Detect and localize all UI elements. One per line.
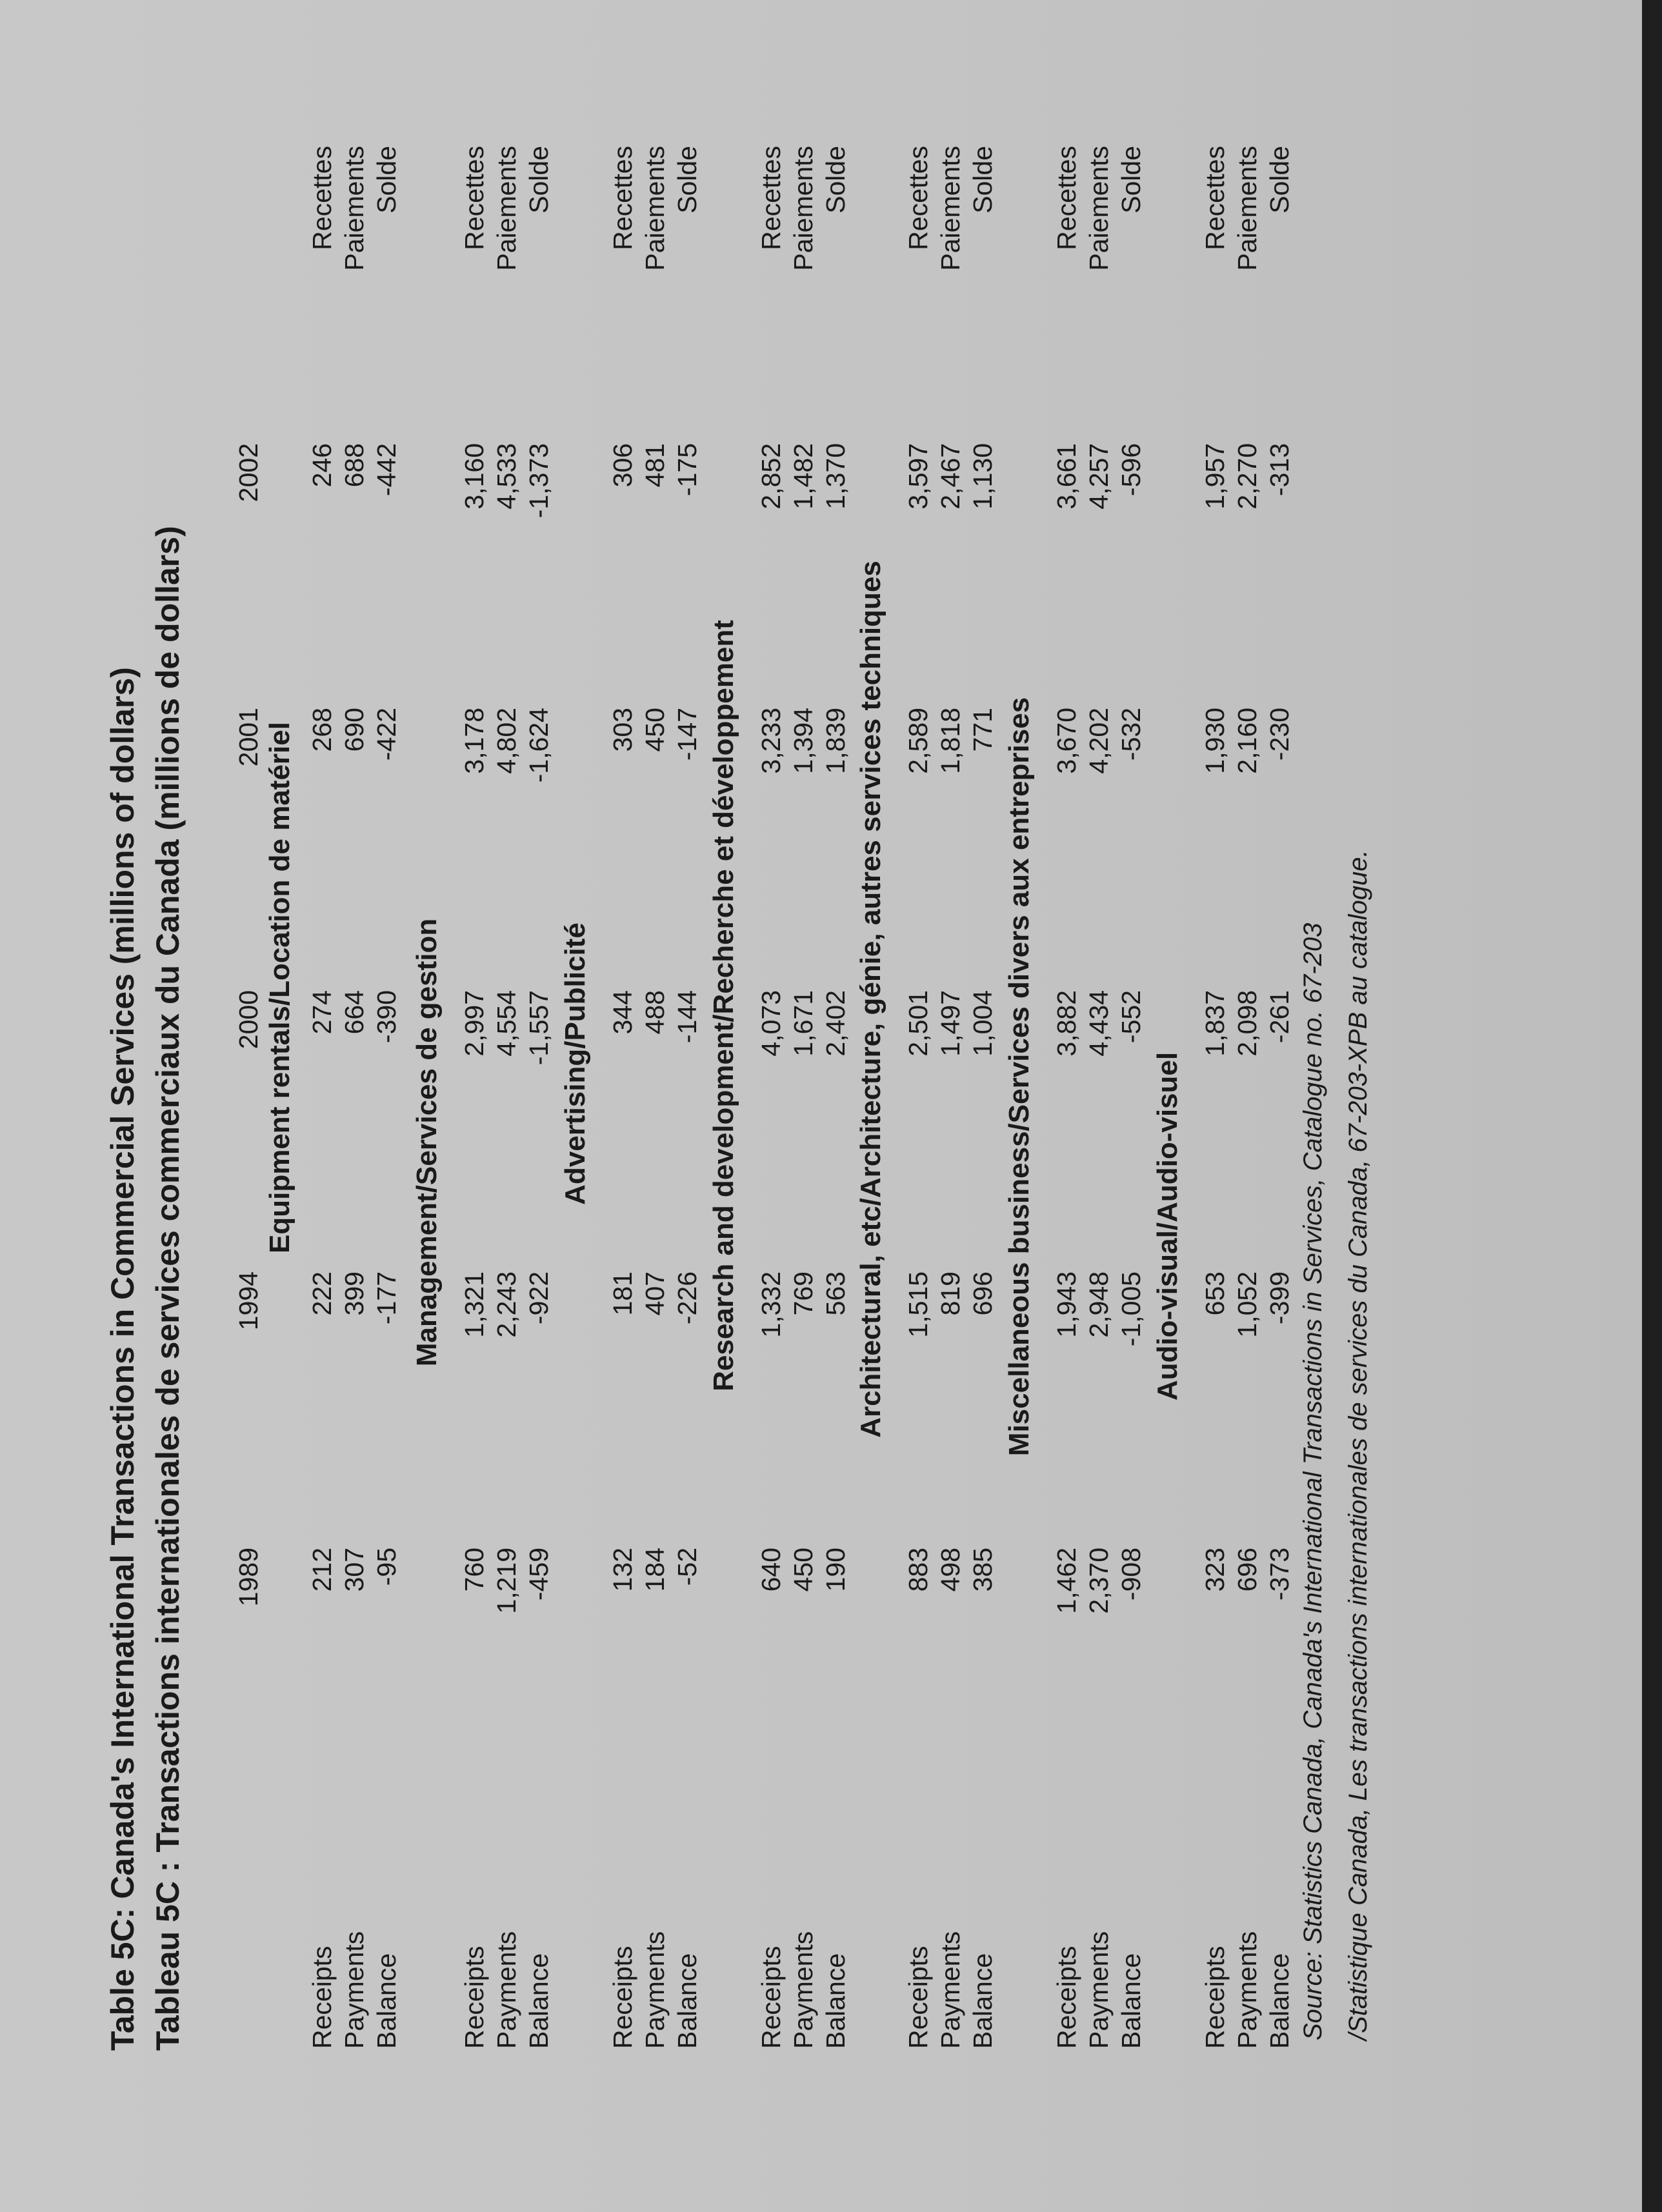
value-cell: 640 bbox=[756, 1548, 786, 1592]
value-cell: 307 bbox=[339, 1548, 369, 1592]
value-cell: 488 bbox=[640, 990, 670, 1035]
value-cell: 385 bbox=[968, 1548, 997, 1592]
value-cell: 4,202 bbox=[1084, 708, 1114, 774]
row-label-fr-paiements: Paiements bbox=[788, 146, 818, 271]
section-heading: Miscellaneous business/Services divers aux entreprises bbox=[1003, 697, 1035, 1457]
value-cell: 653 bbox=[1200, 1271, 1230, 1316]
value-cell: 4,554 bbox=[492, 990, 521, 1057]
value-cell: 819 bbox=[936, 1271, 965, 1316]
value-cell: -95 bbox=[372, 1548, 401, 1586]
value-cell: 498 bbox=[936, 1548, 965, 1592]
value-cell: 1,004 bbox=[968, 990, 997, 1057]
row-label-fr-paiements: Paiements bbox=[1084, 146, 1114, 271]
value-cell: -922 bbox=[524, 1271, 554, 1325]
row-label-balance: Balance bbox=[524, 1953, 554, 2049]
value-cell: -261 bbox=[1265, 990, 1294, 1044]
value-cell: 2,243 bbox=[492, 1271, 521, 1338]
row-label-payments: Payments bbox=[339, 1931, 369, 2049]
value-cell: -1,373 bbox=[524, 443, 554, 519]
table-title-fr: Tableau 5C : Transactions internationales de services commerciaux du Canada (millions de dollars) bbox=[150, 526, 186, 2051]
value-cell: 2,501 bbox=[903, 990, 933, 1057]
value-cell: -177 bbox=[372, 1271, 401, 1325]
row-label-fr-solde: Solde bbox=[1265, 146, 1294, 214]
section-heading: Audio-visual/Audio-visuel bbox=[1152, 1051, 1183, 1401]
value-cell: 696 bbox=[1232, 1548, 1262, 1592]
row-label-fr-paiements: Paiements bbox=[492, 146, 521, 271]
value-cell: 4,257 bbox=[1084, 443, 1114, 510]
row-label-fr-recettes: Recettes bbox=[1052, 146, 1081, 250]
row-label-fr-paiements: Paiements bbox=[339, 146, 369, 271]
year-header-2001: 2001 bbox=[234, 708, 263, 767]
row-label-fr-recettes: Recettes bbox=[903, 146, 933, 250]
value-cell: 1,219 bbox=[492, 1548, 521, 1614]
source-note-line2: /Statistique Canada, Les transactions internationales de services du Canada, 67-203-XPB au catalogue. bbox=[1344, 850, 1372, 2040]
value-cell: -313 bbox=[1265, 443, 1294, 497]
year-header-1989: 1989 bbox=[234, 1548, 263, 1607]
value-cell: -1,557 bbox=[524, 990, 554, 1066]
source-note-line1: Source: Statistics Canada, Canada's International Transactions in Services, Catalogue no. 67-203 bbox=[1299, 922, 1327, 2040]
value-cell: -908 bbox=[1116, 1548, 1146, 1601]
value-cell: 1,482 bbox=[788, 443, 818, 510]
value-cell: -373 bbox=[1265, 1548, 1294, 1601]
section-heading: Research and development/Recherche et développement bbox=[708, 620, 739, 1391]
row-label-fr-solde: Solde bbox=[672, 146, 702, 214]
value-cell: -147 bbox=[672, 708, 702, 761]
value-cell: 696 bbox=[968, 1271, 997, 1316]
year-header-1994: 1994 bbox=[234, 1271, 263, 1331]
value-cell: 303 bbox=[608, 708, 637, 752]
value-cell: 323 bbox=[1200, 1548, 1230, 1592]
row-label-balance: Balance bbox=[1116, 1953, 1146, 2049]
value-cell: 771 bbox=[968, 708, 997, 752]
value-cell: 181 bbox=[608, 1271, 637, 1316]
row-label-balance: Balance bbox=[672, 1953, 702, 2049]
value-cell: 2,948 bbox=[1084, 1271, 1114, 1338]
value-cell: -390 bbox=[372, 990, 401, 1044]
value-cell: 2,370 bbox=[1084, 1548, 1114, 1614]
value-cell: 1,052 bbox=[1232, 1271, 1262, 1338]
row-label-receipts: Receipts bbox=[756, 1946, 786, 2049]
value-cell: 4,073 bbox=[756, 990, 786, 1057]
value-cell: 563 bbox=[821, 1271, 850, 1316]
value-cell: 3,597 bbox=[903, 443, 933, 510]
row-label-fr-recettes: Recettes bbox=[756, 146, 786, 250]
row-label-payments: Payments bbox=[936, 1931, 965, 2049]
value-cell: 1,943 bbox=[1052, 1271, 1081, 1338]
row-label-fr-solde: Solde bbox=[821, 146, 850, 214]
value-cell: 1,515 bbox=[903, 1271, 933, 1338]
value-cell: 399 bbox=[339, 1271, 369, 1316]
value-cell: 190 bbox=[821, 1548, 850, 1592]
value-cell: 2,098 bbox=[1232, 990, 1262, 1057]
year-header-2000: 2000 bbox=[234, 990, 263, 1050]
row-label-fr-paiements: Paiements bbox=[1232, 146, 1262, 271]
value-cell: 450 bbox=[788, 1548, 818, 1592]
value-cell: 2,589 bbox=[903, 708, 933, 774]
section-heading: Management/Services de gestion bbox=[411, 918, 443, 1367]
value-cell: -399 bbox=[1265, 1271, 1294, 1325]
value-cell: -1,624 bbox=[524, 708, 554, 783]
value-cell: 1,671 bbox=[788, 990, 818, 1057]
row-label-receipts: Receipts bbox=[1052, 1946, 1081, 2049]
value-cell: -552 bbox=[1116, 990, 1146, 1044]
value-cell: 222 bbox=[307, 1271, 337, 1316]
row-label-fr-paiements: Paiements bbox=[936, 146, 965, 271]
row-label-balance: Balance bbox=[821, 1953, 850, 2049]
value-cell: 3,178 bbox=[459, 708, 489, 774]
value-cell: 2,270 bbox=[1232, 443, 1262, 510]
value-cell: 688 bbox=[339, 443, 369, 488]
row-label-fr-solde: Solde bbox=[968, 146, 997, 214]
row-label-balance: Balance bbox=[968, 1953, 997, 2049]
section-heading: Advertising/Publicité bbox=[559, 922, 591, 1205]
row-label-fr-solde: Solde bbox=[524, 146, 554, 214]
section-heading: Architectural, etc/Architecture, génie, autres services techniques bbox=[855, 561, 886, 1438]
row-label-payments: Payments bbox=[640, 1931, 670, 2049]
value-cell: 1,837 bbox=[1200, 990, 1230, 1057]
row-label-payments: Payments bbox=[1084, 1931, 1114, 2049]
value-cell: 274 bbox=[307, 990, 337, 1035]
value-cell: 184 bbox=[640, 1548, 670, 1592]
value-cell: 306 bbox=[608, 443, 637, 488]
value-cell: 1,818 bbox=[936, 708, 965, 774]
value-cell: 1,321 bbox=[459, 1271, 489, 1338]
section-heading: Equipment rentals/Location de matériel bbox=[264, 722, 295, 1253]
value-cell: 450 bbox=[640, 708, 670, 752]
value-cell: 1,394 bbox=[788, 708, 818, 774]
value-cell: 3,882 bbox=[1052, 990, 1081, 1057]
value-cell: 212 bbox=[307, 1548, 337, 1592]
value-cell: -175 bbox=[672, 443, 702, 497]
row-label-fr-paiements: Paiements bbox=[640, 146, 670, 271]
value-cell: 1,930 bbox=[1200, 708, 1230, 774]
value-cell: -226 bbox=[672, 1271, 702, 1325]
value-cell: 1,497 bbox=[936, 990, 965, 1057]
value-cell: 2,467 bbox=[936, 443, 965, 510]
value-cell: -532 bbox=[1116, 708, 1146, 761]
value-cell: 132 bbox=[608, 1548, 637, 1592]
row-label-receipts: Receipts bbox=[1200, 1946, 1230, 2049]
value-cell: 1,332 bbox=[756, 1271, 786, 1338]
value-cell: 883 bbox=[903, 1548, 933, 1592]
value-cell: -230 bbox=[1265, 708, 1294, 761]
value-cell: 3,160 bbox=[459, 443, 489, 510]
value-cell: 1,839 bbox=[821, 708, 850, 774]
value-cell: -422 bbox=[372, 708, 401, 761]
value-cell: 664 bbox=[339, 990, 369, 1035]
row-label-receipts: Receipts bbox=[608, 1946, 637, 2049]
row-label-payments: Payments bbox=[1232, 1931, 1262, 2049]
value-cell: 2,852 bbox=[756, 443, 786, 510]
row-label-fr-solde: Solde bbox=[372, 146, 401, 214]
value-cell: 481 bbox=[640, 443, 670, 488]
value-cell: 1,370 bbox=[821, 443, 850, 510]
row-label-payments: Payments bbox=[492, 1931, 521, 2049]
value-cell: -459 bbox=[524, 1548, 554, 1601]
value-cell: -52 bbox=[672, 1548, 702, 1586]
value-cell: 268 bbox=[307, 708, 337, 752]
value-cell: 2,160 bbox=[1232, 708, 1262, 774]
value-cell: 3,670 bbox=[1052, 708, 1081, 774]
row-label-fr-recettes: Recettes bbox=[608, 146, 637, 250]
value-cell: 246 bbox=[307, 443, 337, 488]
value-cell: -442 bbox=[372, 443, 401, 497]
table-title-en: Table 5C: Canada's International Transactions in Commercial Services (millions of dollars) bbox=[105, 667, 141, 2051]
row-label-fr-recettes: Recettes bbox=[1200, 146, 1230, 250]
value-cell: 2,402 bbox=[821, 990, 850, 1057]
value-cell: 4,802 bbox=[492, 708, 521, 774]
value-cell: 407 bbox=[640, 1271, 670, 1316]
value-cell: 3,661 bbox=[1052, 443, 1081, 510]
value-cell: 769 bbox=[788, 1271, 818, 1316]
value-cell: 4,434 bbox=[1084, 990, 1114, 1057]
row-label-fr-solde: Solde bbox=[1116, 146, 1146, 214]
row-label-payments: Payments bbox=[788, 1931, 818, 2049]
row-label-receipts: Receipts bbox=[307, 1946, 337, 2049]
value-cell: 3,233 bbox=[756, 708, 786, 774]
value-cell: -1,005 bbox=[1116, 1271, 1146, 1347]
row-label-fr-recettes: Recettes bbox=[459, 146, 489, 250]
row-label-receipts: Receipts bbox=[459, 1946, 489, 2049]
row-label-fr-recettes: Recettes bbox=[307, 146, 337, 250]
value-cell: 760 bbox=[459, 1548, 489, 1592]
value-cell: 1,462 bbox=[1052, 1548, 1081, 1614]
value-cell: 1,130 bbox=[968, 443, 997, 510]
year-header-2002: 2002 bbox=[234, 443, 263, 503]
value-cell: -596 bbox=[1116, 443, 1146, 497]
value-cell: 690 bbox=[339, 708, 369, 752]
value-cell: 344 bbox=[608, 990, 637, 1035]
value-cell: 1,957 bbox=[1200, 443, 1230, 510]
row-label-receipts: Receipts bbox=[903, 1946, 933, 2049]
value-cell: 4,533 bbox=[492, 443, 521, 510]
value-cell: -144 bbox=[672, 990, 702, 1044]
value-cell: 2,997 bbox=[459, 990, 489, 1057]
row-label-balance: Balance bbox=[1265, 1953, 1294, 2049]
row-label-balance: Balance bbox=[372, 1953, 401, 2049]
